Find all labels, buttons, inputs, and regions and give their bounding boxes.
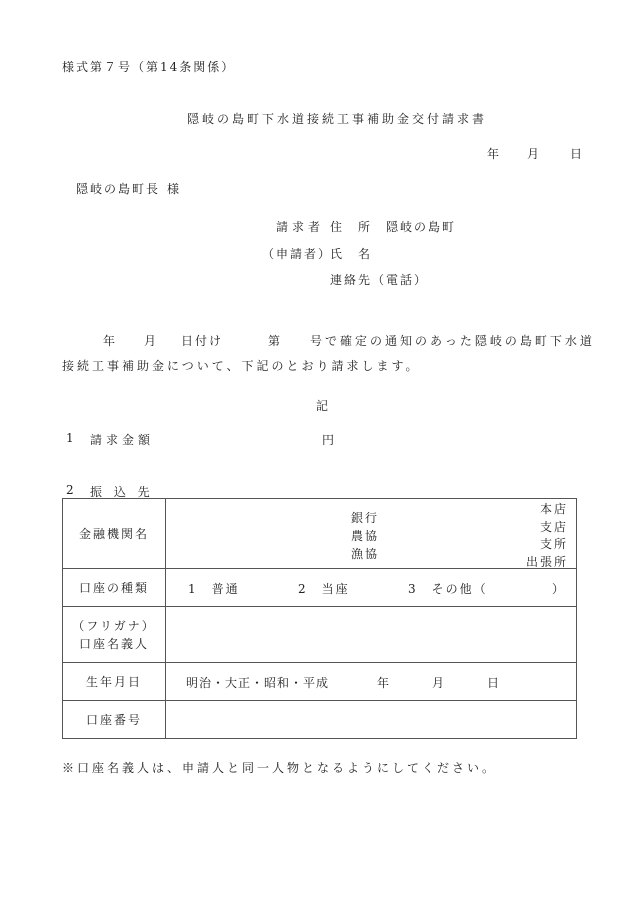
account-holder-label (63, 607, 166, 663)
account-type-option-other[interactable]: 3 その他（ (408, 582, 488, 596)
addressee-honorific: 様 (167, 182, 182, 196)
transfer-table (62, 498, 577, 739)
item2-label: 振 込 先 (90, 485, 154, 499)
era-options[interactable]: 明治・大正・昭和・平成 (186, 676, 330, 690)
furigana-label: （フリガナ） (72, 618, 156, 633)
bank-name-label: 金融機関名 (63, 499, 166, 569)
date-day: 日 (570, 147, 585, 161)
branch-type-head-office: 本店 (539, 502, 568, 516)
footnote: ※口座名義人は、申請人と同一人物となるようにしてください。 (62, 761, 498, 775)
branch-type-branch: 支店 (539, 519, 568, 534)
body-dated: 日付け (181, 334, 224, 348)
bank-type-fish-coop: 漁協 (351, 547, 380, 561)
branch-type-sub-branch: 支所 (539, 537, 568, 551)
bank-type-agri-coop: 農協 (351, 529, 380, 543)
claimant-label: 請求者 (276, 220, 325, 234)
account-holder-name-label: 口座名義人 (78, 636, 149, 651)
body-no-prefix: 第 (268, 334, 283, 348)
branch-type-list (526, 501, 568, 571)
body-line2: 接続工事補助金について、下記のとおり請求します。 (62, 359, 421, 373)
account-number-field[interactable] (166, 701, 577, 739)
birth-day: 日 (487, 676, 502, 690)
account-type-option-ordinary[interactable]: 1 普通 (188, 582, 240, 596)
table-row-birthdate (63, 663, 577, 701)
table-row-account-holder (63, 607, 577, 663)
account-type-option-current[interactable]: 2 当座 (298, 582, 350, 596)
account-number-label: 口座番号 (63, 701, 166, 739)
bank-name-field[interactable] (166, 499, 577, 569)
table-row-bank (63, 499, 577, 569)
item1-number: 1 (66, 431, 76, 445)
ki-heading: 記 (316, 399, 331, 413)
bank-type-bank: 銀行 (351, 511, 380, 525)
date-year: 年 (487, 147, 502, 161)
applicant-label: （申請者） (262, 247, 333, 261)
name-label: 氏 名 (330, 247, 373, 261)
birthdate-label: 生年月日 (63, 663, 166, 701)
table-row-account-number (63, 701, 577, 739)
item2-number: 2 (66, 483, 76, 497)
body-line1-rest: 号で確定の通知のあった隠岐の島町下水道 (310, 334, 595, 348)
birth-month: 月 (432, 676, 447, 690)
body-year: 年 (103, 334, 118, 348)
account-type-field[interactable] (166, 569, 577, 607)
form-number: 様式第７号（第14条関係） (62, 60, 236, 74)
body-month: 月 (144, 334, 159, 348)
birth-year: 年 (377, 676, 392, 690)
account-type-label: 口座の種類 (63, 569, 166, 607)
item1-unit: 円 (322, 433, 337, 447)
addressee-name: 隠岐の島町長 (76, 182, 161, 196)
item1-label: 請求金額 (90, 433, 155, 447)
date-month: 月 (527, 147, 542, 161)
contact-label: 連絡先（電話） (330, 273, 429, 287)
branch-type-agency: 出張所 (525, 554, 568, 569)
bank-type-list (351, 509, 379, 563)
birthdate-field[interactable] (166, 663, 577, 701)
address-value: 隠岐の島町 (386, 220, 457, 234)
document-title: 隠岐の島町下水道接続工事補助金交付請求書 (187, 112, 488, 126)
account-holder-field[interactable] (166, 607, 577, 663)
account-type-close-paren: ） (552, 582, 567, 596)
table-row-account-type (63, 569, 577, 607)
address-label: 住 所 (330, 220, 373, 234)
